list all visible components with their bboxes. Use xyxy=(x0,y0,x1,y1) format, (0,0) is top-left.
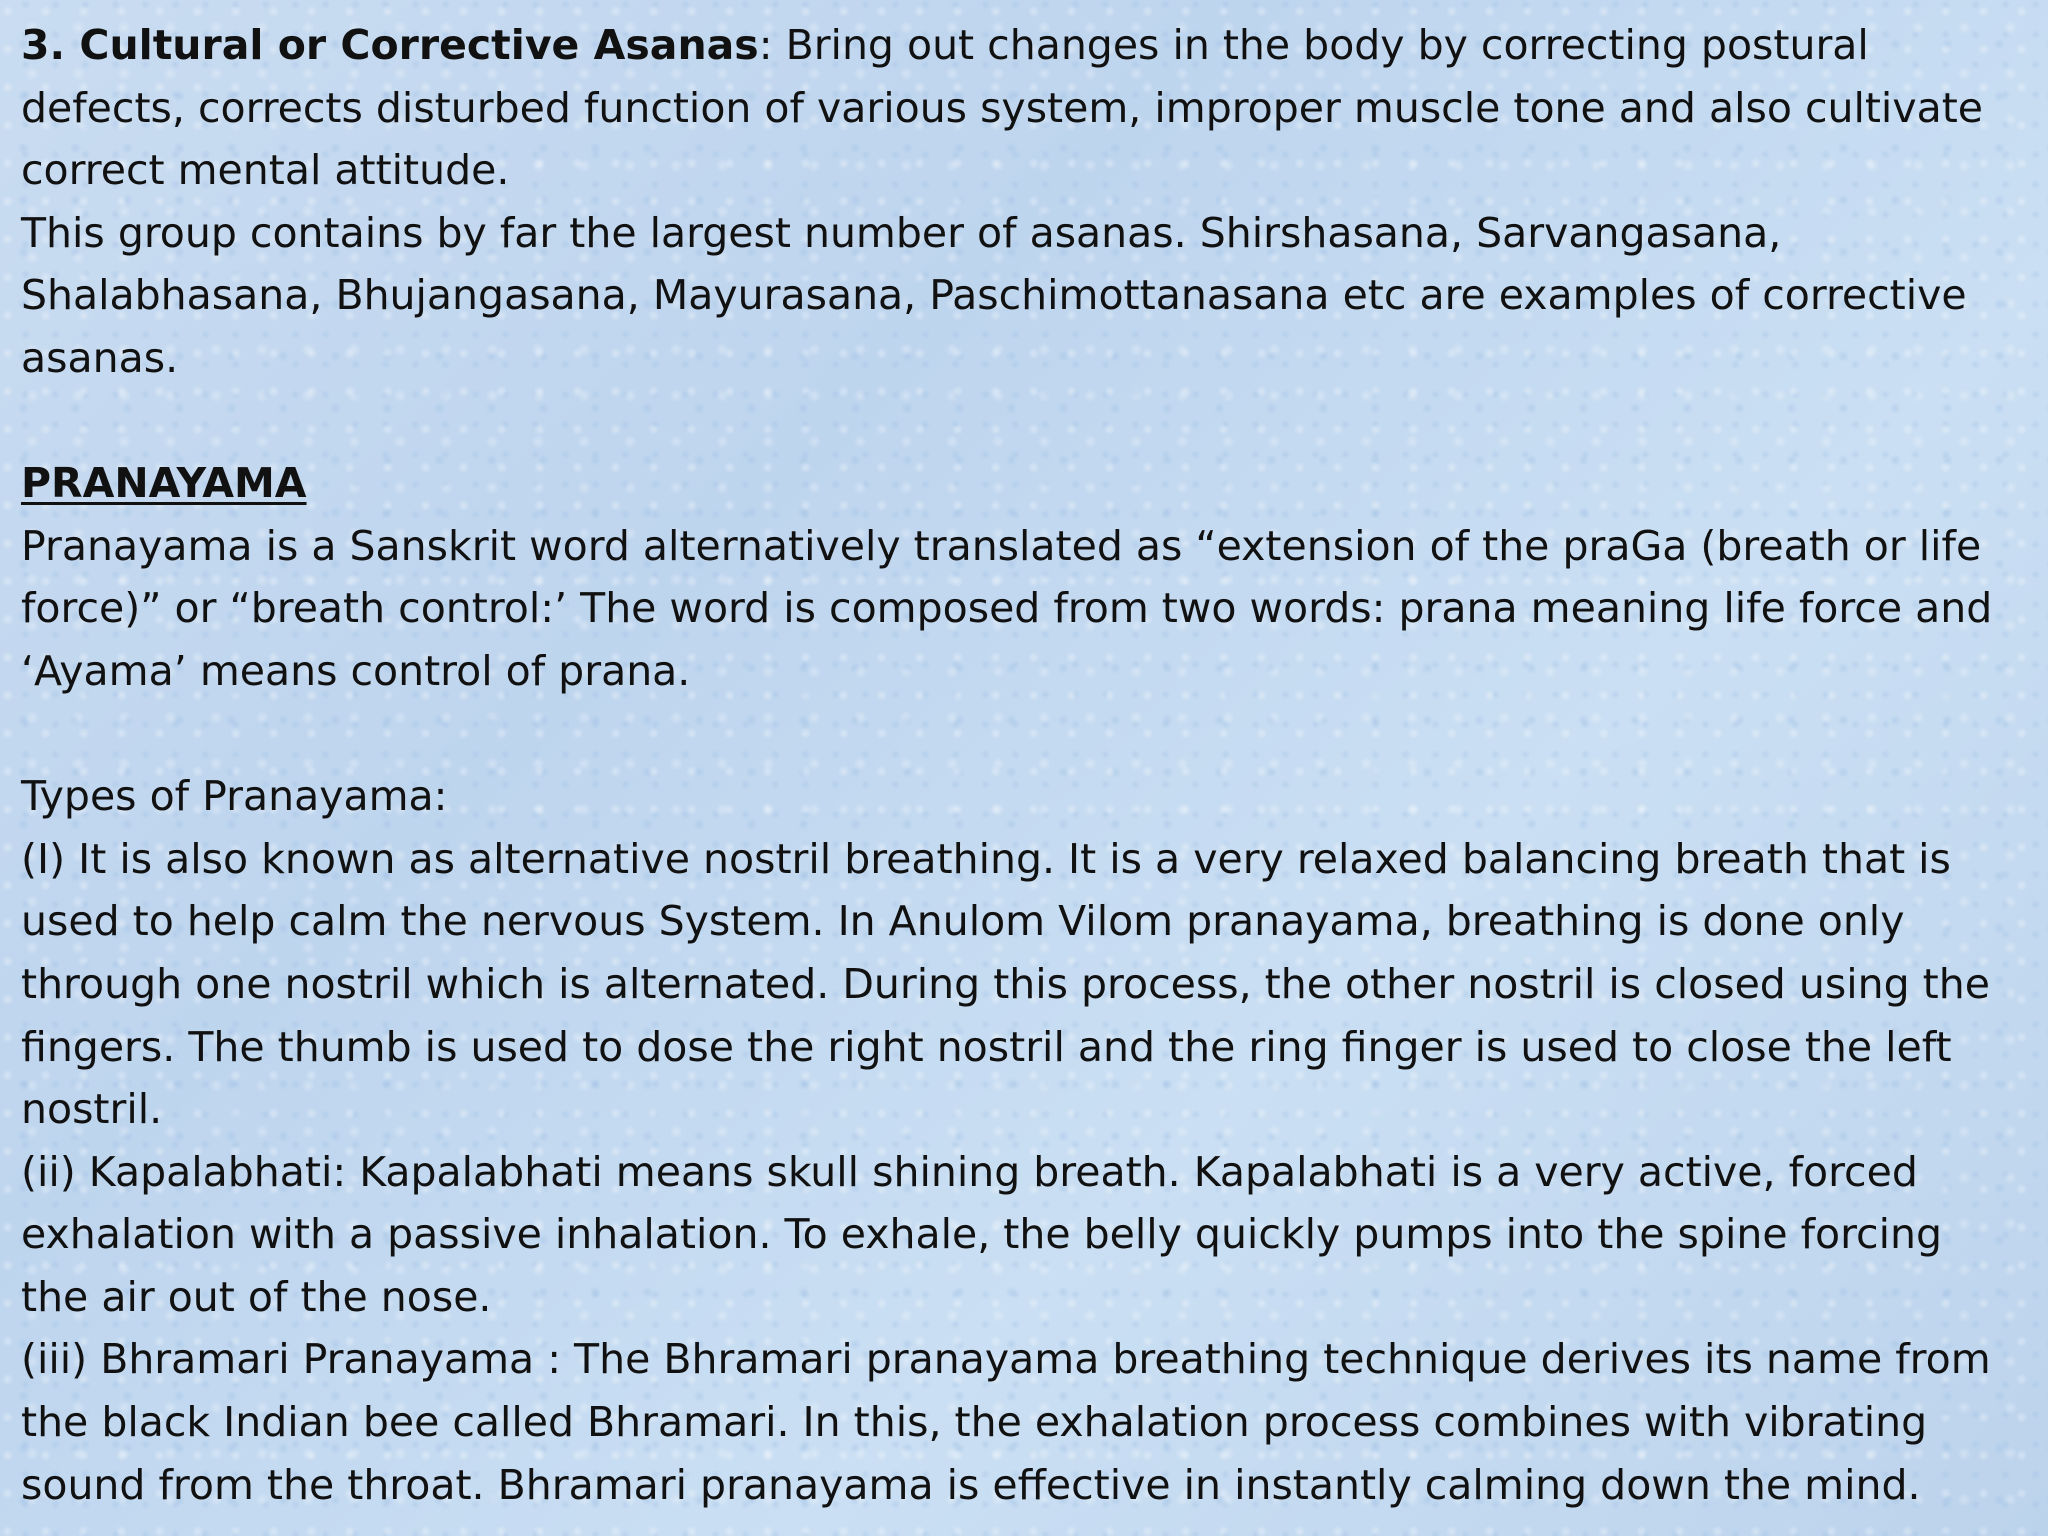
corrective-asanas-paragraph xyxy=(21,14,2011,202)
types-of-pranayama-heading: Types of Pranayama: xyxy=(21,772,448,821)
pranayama-definition: Pranayama is a Sanskrit word alternatively translated as “extension of the praGa (breath or life force)” or “breath control:’ The word is composed from two words: prana meaning life force and ‘Ayama’ means control of prana. xyxy=(21,521,1993,695)
title-separator: : xyxy=(758,21,773,69)
pranayama-type-kapalabhati: (ii) Kapalabhati: Kapalabhati means skull shining breath. Kapalabhati is a very active, forced exhalation with a passive inhalation. To exhale, the belly quickly pumps into the spine forcing the air out of the nose. xyxy=(21,1147,1942,1321)
corrective-asanas-description: Bring out changes in the body by correcting postural defects, corrects disturbed function of various system, improper muscle tone and also cultivate correct mental attitude. xyxy=(21,21,1984,195)
pranayama-heading: PRANAYAMA xyxy=(21,459,307,508)
spacer xyxy=(21,390,2011,453)
pranayama-type-anulom-vilom: (I) It is also known as alternative nostril breathing. It is a very relaxed balancing breath that is used to help calm the nervous System. In Anulom Vilom pranayama, breathing is done only through one nostril which is alternated. During this process, the other nostril is closed using the fingers. The thumb is used to dose the right nostril and the ring finger is used to close the left nostril. xyxy=(21,834,1990,1134)
spacer xyxy=(21,703,2011,766)
slide-body xyxy=(21,14,2011,1516)
corrective-asanas-title: 3. Cultural or Corrective Asanas xyxy=(21,21,759,69)
corrective-asanas-examples: This group contains by far the largest number of asanas. Shirshasana, Sarvangasana, Shalabhasana, Bhujangasana, Mayurasana, Paschimottanasana etc are examples of corrective asanas. xyxy=(21,208,1967,382)
pranayama-type-bhramari: (iii) Bhramari Pranayama : The Bhramari pranayama breathing technique derives its name from the black Indian bee called Bhramari. In this, the exhalation process combines with vibrating sound from the throat. Bhramari pranayama is effective in instantly calming down the mind. xyxy=(21,1335,1991,1509)
